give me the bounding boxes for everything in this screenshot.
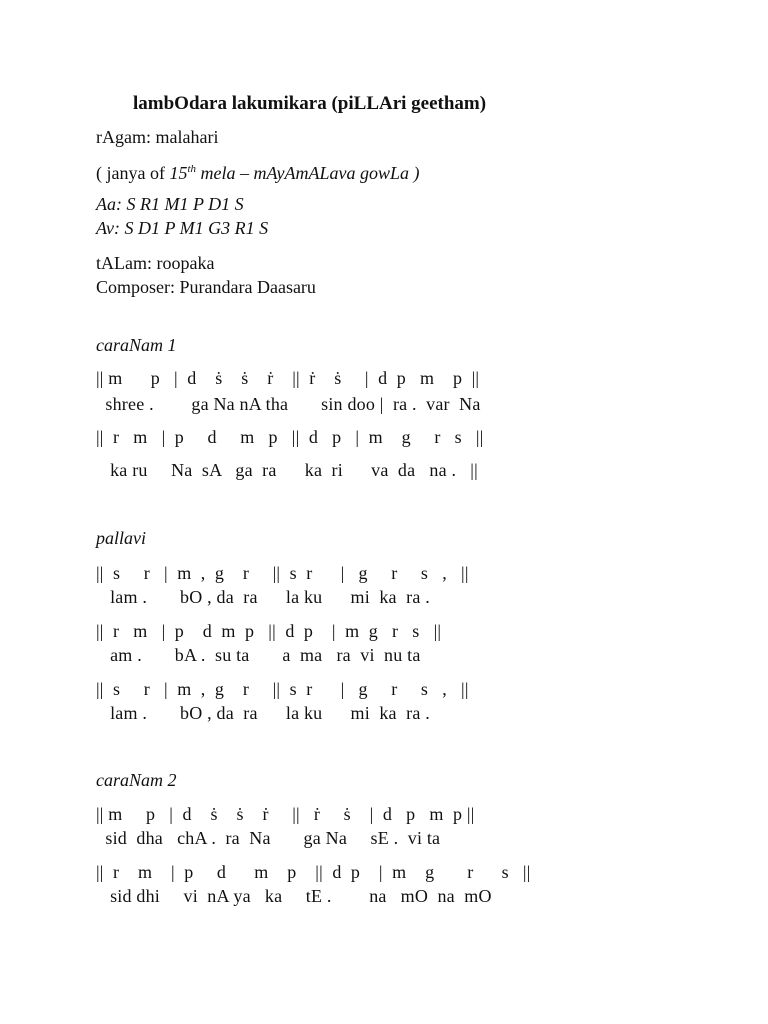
janya-prefix: ( janya of: [96, 163, 170, 183]
composer-line: Composer: Purandara Daasaru: [96, 277, 316, 297]
caranam1-heading: caraNam 1: [96, 335, 177, 355]
caranam1-swara-line-1: || m p | d ṡ ṡ ṙ || ṙ ṡ | d p m p ||: [96, 368, 480, 388]
caranam2-swara-line-1: || m p | d ṡ ṡ ṙ || ṙ ṡ | d p m p ||: [96, 804, 475, 824]
pallavi-swara-line-3: || s r | m , g r || s r | g r s , ||: [96, 679, 469, 699]
caranam2-swara-line-2: || r m | p d m p || d p | m g r s ||: [96, 862, 531, 882]
pallavi-sahitya-line-3: lam . bO , da ra la ku mi ka ra .: [96, 703, 430, 723]
caranam2-heading: caraNam 2: [96, 770, 177, 790]
janya-number: 15: [169, 163, 188, 183]
ragam-line: rAgam: malahari: [96, 127, 219, 147]
pallavi-swara-line-2: || r m | p d m p || d p | m g r s ||: [96, 621, 442, 641]
aarohanam-line: Aa: S R1 M1 P D1 S: [96, 194, 244, 214]
caranam2-sahitya-line-2: sid dhi vi nA ya ka tE . na mO na mO: [96, 886, 492, 906]
janya-suffix: mela – mAyAmALava gowLa ): [196, 163, 420, 183]
pallavi-sahitya-line-1: lam . bO , da ra la ku mi ka ra .: [96, 587, 430, 607]
caranam1-swara-line-2: || r m | p d m p || d p | m g r s ||: [96, 427, 484, 447]
caranam2-sahitya-line-1: sid dha chA . ra Na ga Na sE . vi ta: [96, 828, 441, 848]
janya-line: [96, 158, 420, 184]
pallavi-heading: pallavi: [96, 528, 146, 548]
pallavi-sahitya-line-2: am . bA . su ta a ma ra vi nu ta: [96, 645, 421, 665]
janya-superscript: th: [187, 163, 197, 175]
caranam1-sahitya-line-2: ka ru Na sA ga ra ka ri va da na . ||: [96, 460, 478, 480]
pallavi-swara-line-1: || s r | m , g r || s r | g r s , ||: [96, 563, 469, 583]
document-title: lambOdara lakumikara (piLLAri geetham): [133, 93, 487, 114]
talam-line: tALam: roopaka: [96, 253, 215, 273]
caranam1-sahitya-line-1: shree . ga Na nA tha sin doo | ra . var Na: [96, 394, 481, 414]
avarohanam-line: Av: S D1 P M1 G3 R1 S: [96, 218, 269, 238]
